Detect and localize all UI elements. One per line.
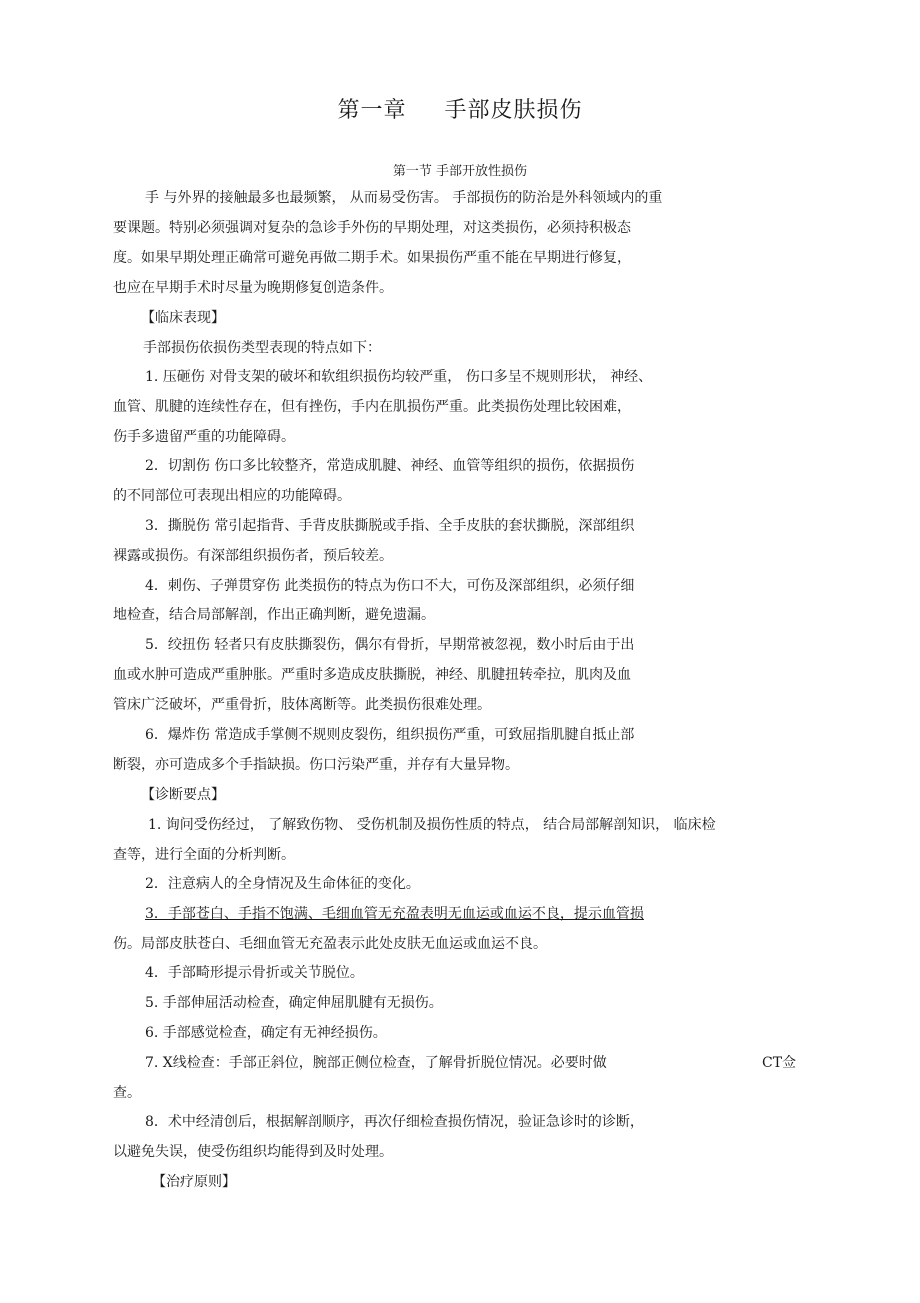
diagnosis-item-8-line-2: 以避免失误，使受伤组织均能得到及时处理。 xyxy=(113,1144,393,1160)
chapter-label: 第一章 xyxy=(337,98,407,123)
clinical-item-4-line-1: 4．刺伤、子弹贯穿伤 此类损伤的特点为伤口不大，可伤及深部组织，必须仔细 xyxy=(145,578,635,594)
clinical-item-1-line-2: 血管、肌腱的连续性存在，但有挫伤，手内在肌损伤严重。此类损伤处理比较困难， xyxy=(113,399,631,415)
diagnosis-item-3-line-2: 伤。局部皮肤苍白、毛细血管无充盈表示此处皮肤无血运或血运不良。 xyxy=(113,936,547,952)
diagnosis-item-2: 2．注意病人的全身情况及生命体征的变化。 xyxy=(145,876,420,892)
intro-line-3: 度。如果早期处理正确常可避免再做二期手术。如果损伤严重不能在早期进行修复， xyxy=(113,250,631,266)
intro-line-1: 手 与外界的接触最多也最频繁， 从而易受伤害。 手部损伤的防治是外科领域内的重 xyxy=(145,190,663,206)
clinical-item-5-line-2: 血或水肿可造成严重肿胀。严重时多造成皮肤撕脱，神经、肌腱扭转牵拉，肌肉及血 xyxy=(113,667,631,683)
diagnosis-item-8-line-1: 8．术中经清创后，根据解剖顺序，再次仔细检查损伤情况，验证急诊时的诊断， xyxy=(145,1114,644,1130)
intro-line-2: 要课题。特别必须强调对复杂的急诊手外伤的早期处理，对这类损伤，必须持积极态 xyxy=(113,220,631,236)
clinical-item-2-line-2: 的不同部位可表现出相应的功能障碍。 xyxy=(113,488,351,504)
diagnosis-item-4: 4．手部畸形提示骨折或关节脱位。 xyxy=(145,965,364,981)
clinical-item-1-line-1: 1. 压砸伤 对骨支架的破坏和软组织损伤均较严重， 伤口多呈不规则形状， 神经、 xyxy=(145,369,653,385)
treatment-heading: 【治疗原则】 xyxy=(152,1174,236,1190)
clinical-item-3-line-2: 裸露或损伤。有深部组织损伤者，预后较差。 xyxy=(113,548,393,564)
clinical-item-3-line-1: 3．撕脱伤 常引起指背、手背皮肤撕脱或手指、全手皮肤的套状撕脱，深部组织 xyxy=(145,518,635,534)
diagnosis-item-6: 6. 手部感觉检查，确定有无神经损伤。 xyxy=(145,1025,387,1041)
section-title: 第一节 手部开放性损伤 xyxy=(392,164,528,179)
clinical-lead: 手部损伤依损伤类型表现的特点如下： xyxy=(143,340,381,356)
clinical-item-2-line-1: 2．切割伤 伤口多比较整齐，常造成肌腱、神经、血管等组织的损伤，依据损伤 xyxy=(145,458,635,474)
diagnosis-item-1-line-2: 查等，进行全面的分析判断。 xyxy=(113,847,295,863)
chapter-name: 手部皮肤损伤 xyxy=(444,98,583,123)
clinical-item-5-line-1: 5．绞扭伤 轻者只有皮肤撕裂伤，偶尔有骨折，早期常被忽视，数小时后由于出 xyxy=(145,637,635,653)
clinical-item-6-line-1: 6．爆炸伤 常造成手掌侧不规则皮裂伤，组织损伤严重，可致屈指肌腱自抵止部 xyxy=(145,727,635,743)
diagnosis-item-7-tail: CT佥 xyxy=(762,1055,797,1071)
chapter-title xyxy=(0,93,920,124)
diagnosis-item-7-line-2: 查。 xyxy=(113,1085,141,1101)
clinical-item-6-line-2: 断裂，亦可造成多个手指缺损。伤口污染严重，并存有大量异物。 xyxy=(113,757,519,773)
diagnosis-item-1-line-1: 1. 询问受伤经过， 了解致伤物、 受伤机制及损伤性质的特点， 结合局部解剖知识， 临床检 xyxy=(148,817,716,833)
clinical-item-5-line-3: 管床广泛破坏，严重骨折，肢体离断等。此类损伤很难处理。 xyxy=(113,697,491,713)
clinical-item-1-line-3: 伤手多遗留严重的功能障碍。 xyxy=(113,429,295,445)
diagnosis-heading: 【诊断要点】 xyxy=(141,787,225,803)
diagnosis-item-5: 5. 手部伸屈活动检查，确定伸屈肌腱有无损伤。 xyxy=(145,995,443,1011)
clinical-item-4-line-2: 地检查，结合局部解剖，作出正确判断，避免遗漏。 xyxy=(113,607,435,623)
diagnosis-item-3-line-1: 3．手部苍白、手指不饱满、毛细血管无充盈表明无血运或血运不良，提示血管损 xyxy=(145,906,644,922)
clinical-heading: 【临床表现】 xyxy=(141,310,225,326)
diagnosis-item-7-line-1: 7. X线检查：手部正斜位，腕部正侧位检查，了解骨折脱位情况。必要时做 xyxy=(145,1055,607,1071)
intro-line-4: 也应在早期手术时尽量为晚期修复创造条件。 xyxy=(113,280,393,296)
